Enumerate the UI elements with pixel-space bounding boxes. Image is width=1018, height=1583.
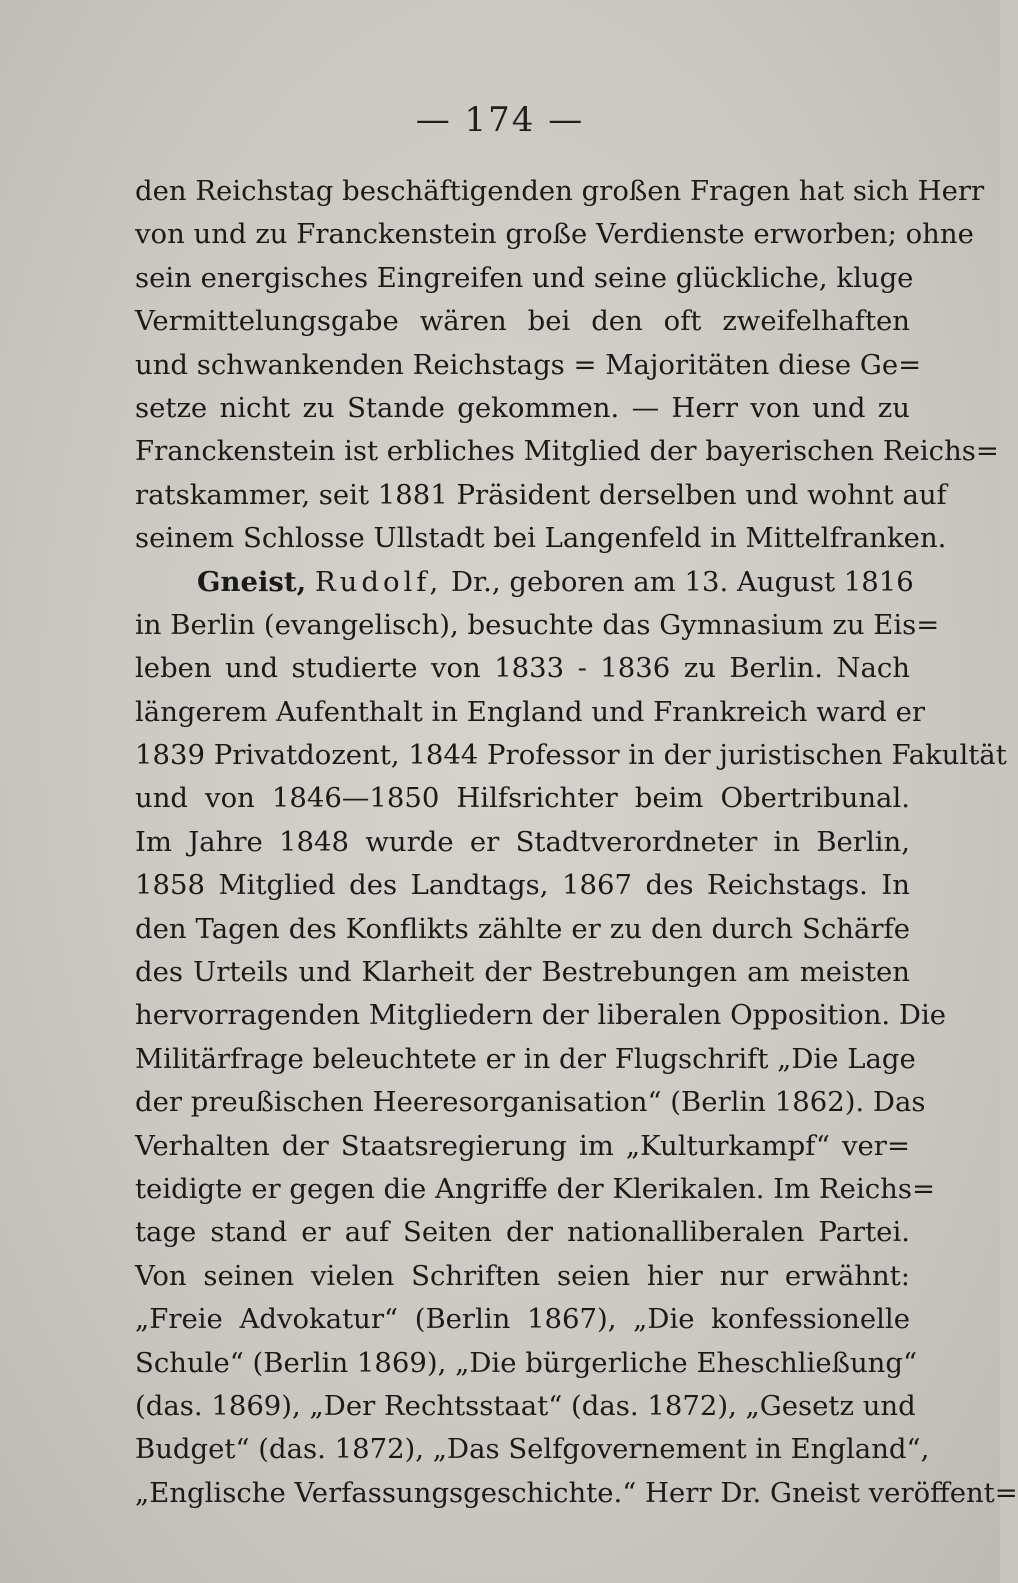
text-line: Schule“ (Berlin 1869), „Die bürgerliche Eheschließung“ bbox=[135, 1346, 918, 1379]
entry-name: Gneist, bbox=[197, 565, 307, 598]
text-line: den Tagen des Konflikts zählte er zu den durch Schärfe bbox=[135, 912, 910, 945]
text-line: „Englische Verfassungsgeschichte.“ Herr Dr. Gneist veröffent= bbox=[135, 1476, 1018, 1509]
text-line: der preußischen Heeresorganisation“ (Berlin 1862). Das bbox=[135, 1086, 926, 1119]
body-text bbox=[135, 170, 1018, 1515]
text-line: längerem Aufenthalt in England und Frankreich ward er bbox=[135, 695, 926, 728]
text-line: 1839 Privatdozent, 1844 Professor in der juristischen Fakultät bbox=[135, 739, 1007, 772]
text-line: sein energisches Eingreifen und seine glückliche, kluge bbox=[135, 261, 914, 294]
text-line: leben und studierte von 1833 - 1836 zu Berlin. Nach bbox=[135, 652, 910, 685]
text-line: tage stand er auf Seiten der nationalliberalen Partei. bbox=[135, 1216, 910, 1249]
text-line: und von 1846—1850 Hilfsrichter beim Obertribunal. bbox=[135, 782, 910, 815]
entry-first-line-rest: Dr., geboren am 13. August 1816 bbox=[451, 565, 914, 598]
text-line: hervorragenden Mitgliedern der liberalen Opposition. Die bbox=[135, 999, 947, 1032]
text-line: ratskammer, seit 1881 Präsident derselben und wohnt auf bbox=[135, 478, 947, 511]
text-line: in Berlin (evangelisch), besuchte das Gymnasium zu Eis= bbox=[135, 608, 940, 641]
entry-firstname: Rudolf, bbox=[314, 565, 443, 598]
text-line: den Reichstag beschäftigenden großen Fragen hat sich Herr bbox=[135, 175, 985, 207]
text-line: (das. 1869), „Der Rechtsstaat“ (das. 1872), „Gesetz und bbox=[135, 1389, 916, 1422]
text-line: Vermittelungsgabe wären bei den oft zweifelhaften bbox=[135, 305, 910, 338]
page-number: — 174 — bbox=[415, 100, 585, 140]
text-line: Budget“ (das. 1872), „Das Selfgovernement in England“, bbox=[135, 1433, 930, 1466]
text-line: Verhalten der Staatsregierung im „Kulturkampf“ ver= bbox=[135, 1129, 910, 1162]
text-line: Franckenstein ist erbliches Mitglied der bayerischen Reichs= bbox=[135, 435, 999, 468]
text-line: von und zu Franckenstein große Verdienste erworben; ohne bbox=[135, 218, 974, 251]
text-line: 1858 Mitglied des Landtags, 1867 des Reichstags. In bbox=[135, 869, 910, 902]
text-line: und schwankenden Reichstags = Majoritäten diese Ge= bbox=[135, 348, 922, 381]
text-line: Von seinen vielen Schriften seien hier nur erwähnt: bbox=[135, 1259, 910, 1292]
text-line: Militärfrage beleuchtete er in der Flugschrift „Die Lage bbox=[135, 1042, 916, 1075]
text-line: Im Jahre 1848 wurde er Stadtverordneter in Berlin, bbox=[135, 825, 910, 858]
text-line: teidigte er gegen die Angriffe der Klerikalen. Im Reichs= bbox=[135, 1172, 936, 1205]
text-line: setze nicht zu Stande gekommen. — Herr von und zu bbox=[135, 391, 910, 424]
entry-heading-line bbox=[135, 561, 914, 604]
text-line: des Urteils und Klarheit der Bestrebungen am meisten bbox=[135, 956, 910, 989]
text-line: seinem Schlosse Ullstadt bei Langenfeld in Mittelfranken. bbox=[135, 522, 947, 555]
text-line: „Freie Advokatur“ (Berlin 1867), „Die konfessionelle bbox=[135, 1303, 910, 1336]
